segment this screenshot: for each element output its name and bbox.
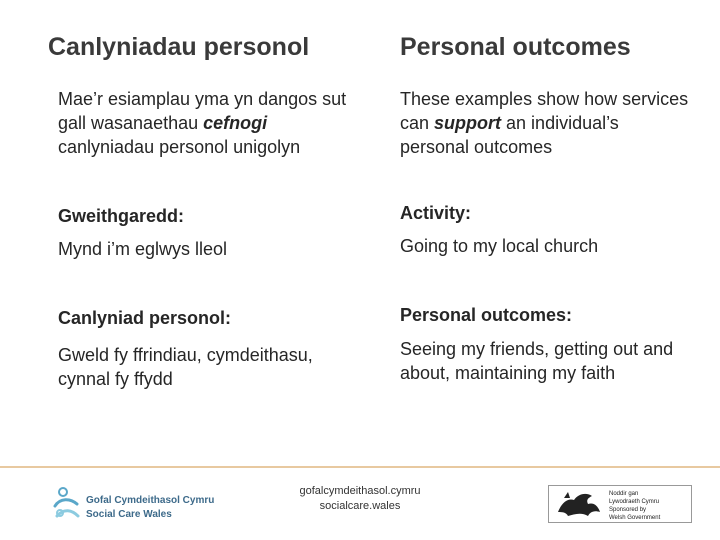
logo-right-line1: Noddir gan <box>609 491 639 497</box>
logo-right-line2: Lywodraeth Cymru <box>609 499 660 505</box>
logo-english-name: Social Care Wales <box>86 509 172 520</box>
english-intro-text-end: an individual’s personal outcomes <box>400 113 619 157</box>
footer-divider <box>0 466 720 468</box>
website-welsh[interactable]: gofalcymdeithasol.cymru <box>299 485 421 497</box>
welsh-heading: Canlyniadau personol <box>48 33 310 61</box>
welsh-activity-label: Gweithgaredd: <box>58 206 185 226</box>
logo-welsh-name: Gofal Cymdeithasol Cymru <box>86 495 215 506</box>
english-activity-label: Activity: <box>400 203 472 223</box>
dragon-icon <box>554 488 604 520</box>
logo-right-line4: Welsh Government <box>609 515 661 521</box>
footer-websites <box>290 484 430 514</box>
english-outcomes-label: Personal outcomes: <box>400 305 573 325</box>
english-heading: Personal outcomes <box>400 33 631 61</box>
english-activity-text: Going to my local church <box>400 236 599 256</box>
welsh-activity-text: Mynd i’m eglwys lleol <box>58 239 228 259</box>
social-care-wales-logo <box>52 486 215 522</box>
logo-right-line3: Sponsored by <box>609 507 647 513</box>
welsh-intro <box>58 87 358 159</box>
website-english[interactable]: socialcare.wales <box>319 500 401 512</box>
english-outcomes-text: Seeing my friends, getting out and about, maintaining my faith <box>400 339 674 383</box>
welsh-outcomes-text: Gweld fy ffrindiau, cymdeithasu, cynnal fy ffydd <box>58 345 313 389</box>
welsh-intro-text: Mae’r esiamplau yma yn dangos sut gall wasanaethau <box>58 89 347 133</box>
welsh-intro-text-end: canlyniadau personol unigolyn <box>58 137 301 157</box>
english-intro <box>400 87 690 159</box>
english-intro-emphasis: support <box>434 113 502 133</box>
welsh-government-logo <box>548 485 692 523</box>
welsh-outcomes-label: Canlyniad personol: <box>58 308 232 328</box>
welsh-intro-emphasis: cefnogi <box>203 113 268 133</box>
english-intro-text: These examples show how services can <box>400 89 689 133</box>
people-icon <box>52 486 82 522</box>
